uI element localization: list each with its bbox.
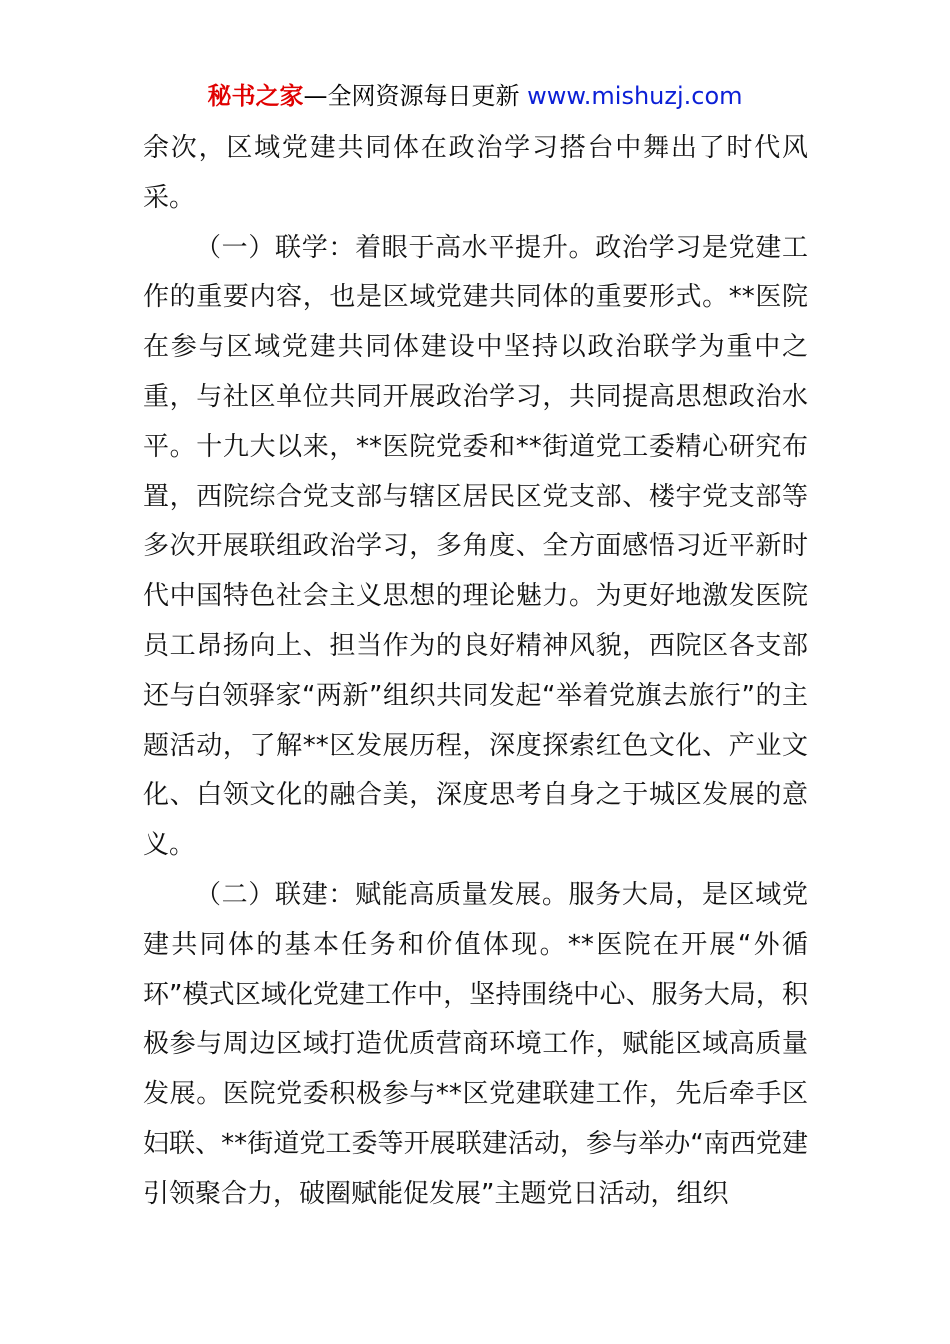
header-tagline: —全网资源每日更新 (303, 82, 520, 110)
page-header (0, 78, 950, 114)
paragraph-section-2: （二）联建：赋能高质量发展。服务大局，是区域党建共同体的基本任务和价值体现。**医院在开展“外循环”模式区域化党建工作中，坚持围绕中心、服务大局，积极参与周边区域打造优质营商环境工作，赋能区域高质量发展。医院党委积极参与**区党建联建工作，先后牵手区妇联、**街道党工委等开展联建活动，参与举办“南西党建引领聚合力，破圈赋能促发展”主题党日活动，组织 (143, 879, 808, 1209)
brand-name: 秘书之家 (207, 82, 304, 110)
document-body (143, 124, 808, 1220)
paragraph-continued: 余次，区域党建共同体在政治学习搭台中舞出了时代风采。 (143, 133, 808, 213)
header-website: www.mishuzj.com (527, 82, 743, 110)
paragraph-section-1: （一）联学：着眼于高水平提升。政治学习是党建工作的重要内容，也是区域党建共同体的重要形式。**医院在参与区域党建共同体建设中坚持以政治联学为重中之重，与社区单位共同开展政治学习，共同提高思想政治水平。十九大以来，**医院党委和**街道党工委精心研究布置，西院综合党支部与辖区居民区党支部、楼宇党支部等多次开展联组政治学习，多角度、全方面感悟习近平新时代中国特色社会主义思想的理论魅力。为更好地激发医院员工昂扬向上、担当作为的良好精神风貌，西院区各支部还与白领驿家“两新”组织共同发起“举着党旗去旅行”的主题活动，了解**区发展历程，深度探索红色文化、产业文化、白领文化的融合美，深度思考自身之于城区发展的意义。 (143, 232, 808, 861)
